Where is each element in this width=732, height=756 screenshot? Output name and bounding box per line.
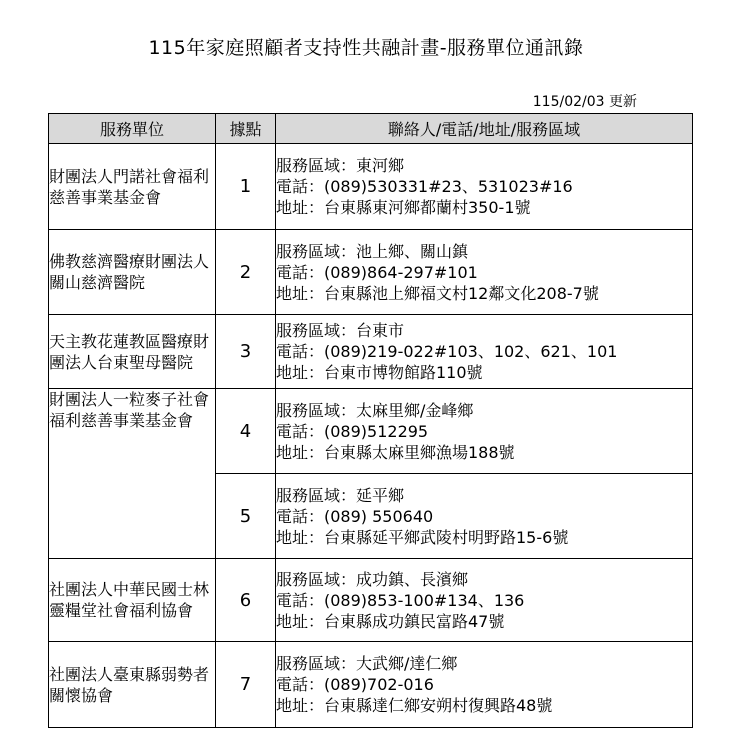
address: 地址：台東縣東河鄉都蘭村350-1號 bbox=[276, 198, 531, 217]
phone: 電話：(089)853-100#134、136 bbox=[276, 590, 525, 610]
contact-info bbox=[276, 559, 693, 642]
point-number: 6 bbox=[216, 559, 276, 642]
contact-info bbox=[276, 315, 693, 389]
point-number: 3 bbox=[216, 315, 276, 389]
address: 地址：台東縣池上鄉福文村12鄰文化208-7號 bbox=[276, 283, 599, 303]
point-number: 2 bbox=[216, 230, 276, 315]
service-area: 服務區域：大武鄉/達仁鄉 bbox=[276, 654, 458, 673]
table-row bbox=[49, 230, 693, 315]
phone: 電話：(089)702-016 bbox=[276, 675, 434, 694]
phone: 電話：(089)530331#23、531023#16 bbox=[276, 177, 573, 196]
contact-info bbox=[276, 642, 693, 728]
table-header-row bbox=[49, 114, 693, 144]
table-row bbox=[49, 642, 693, 728]
service-area: 服務區域：成功鎮、長濱鄉 bbox=[276, 569, 469, 589]
header-unit: 服務單位 bbox=[49, 114, 216, 144]
phone: 電話：(089)512295 bbox=[276, 421, 429, 441]
service-area: 服務區域：太麻里鄉/金峰鄉 bbox=[276, 400, 474, 420]
header-point: 據點 bbox=[216, 114, 276, 144]
address: 地址：台東縣達仁鄉安朔村復興路48號 bbox=[276, 696, 553, 715]
unit-name: 社團法人中華民國士林靈糧堂社會福利協會 bbox=[49, 559, 216, 642]
header-contact: 聯絡人/電話/地址/服務區域 bbox=[276, 114, 693, 144]
service-area: 服務區域：台東市 bbox=[276, 321, 405, 340]
service-area: 服務區域：東河鄉 bbox=[276, 156, 405, 175]
point-number: 1 bbox=[216, 144, 276, 230]
unit-name: 財團法人一粒麥子社會福利慈善事業基金會 bbox=[49, 389, 216, 559]
contact-info bbox=[276, 474, 693, 559]
service-area: 服務區域：池上鄉、關山鎮 bbox=[276, 241, 469, 261]
service-unit-table bbox=[48, 113, 693, 728]
document-title: 115年家庭照顧者支持性共融計畫-服務單位通訊錄 bbox=[148, 37, 584, 59]
unit-name: 佛教慈濟醫療財團法人關山慈濟醫院 bbox=[49, 230, 216, 315]
unit-name: 財團法人門諾社會福利慈善事業基金會 bbox=[49, 144, 216, 230]
address: 地址：台東市博物館路110號 bbox=[276, 363, 483, 382]
contact-info bbox=[276, 230, 693, 315]
phone: 電話：(089) 550640 bbox=[276, 506, 434, 526]
table-row bbox=[49, 315, 693, 389]
table-row bbox=[49, 389, 693, 474]
address: 地址：台東縣延平鄉武陵村明野路15-6號 bbox=[276, 527, 569, 547]
phone: 電話：(089)864-297#101 bbox=[276, 262, 478, 282]
update-date: 115/02/03 更新 bbox=[532, 94, 637, 110]
address: 地址：台東縣太麻里鄉漁場188號 bbox=[276, 442, 515, 462]
point-number: 4 bbox=[216, 389, 276, 474]
table-row bbox=[49, 559, 693, 642]
phone: 電話：(089)219-022#103、102、621、101 bbox=[276, 342, 618, 361]
unit-name: 天主教花蓮教區醫療財團法人台東聖母醫院 bbox=[49, 315, 216, 389]
contact-info bbox=[276, 389, 693, 474]
table-row bbox=[49, 144, 693, 230]
service-area: 服務區域：延平鄉 bbox=[276, 485, 405, 505]
contact-info bbox=[276, 144, 693, 230]
point-number: 7 bbox=[216, 642, 276, 728]
unit-name: 社團法人臺東縣弱勢者關懷協會 bbox=[49, 642, 216, 728]
address: 地址：台東縣成功鎮民富路47號 bbox=[276, 611, 505, 631]
point-number: 5 bbox=[216, 474, 276, 559]
